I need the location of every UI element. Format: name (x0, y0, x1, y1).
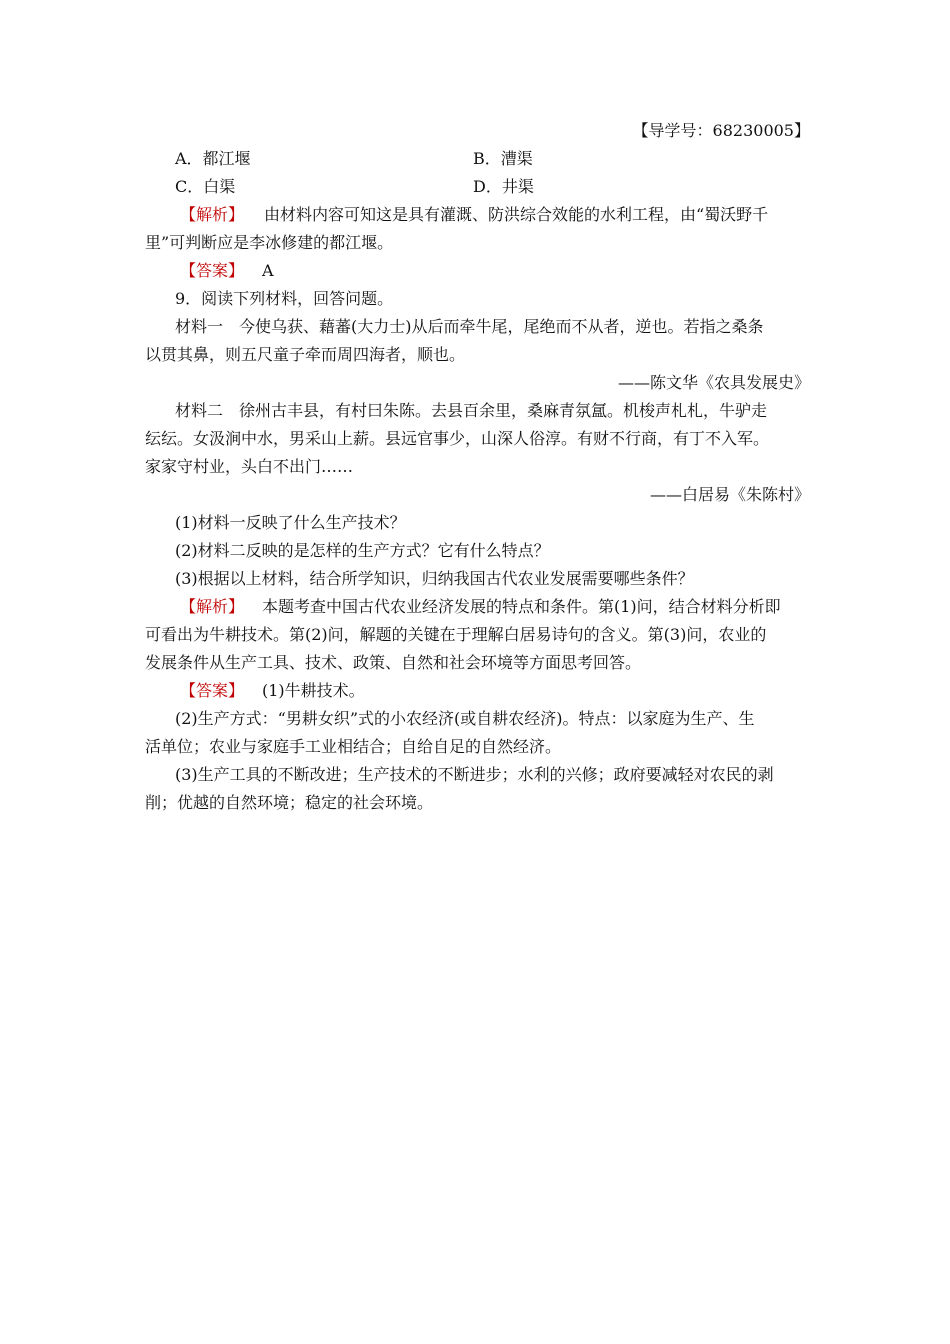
q9-material-1-source: ——陈文华《农具发展史》 (617, 373, 810, 392)
q9-analysis-line: 发展条件从生产工具、技术、政策、自然和社会环境等方面思考回答。 (145, 653, 642, 672)
q8-analysis-line: 由材料内容可知这是具有灌溉、防洪综合效能的水利工程，由“蜀沃野千 (264, 205, 769, 224)
q9-subquestion-1: (1)材料一反映了什么生产技术？ (175, 513, 406, 532)
option-d: D．井渠 (473, 177, 534, 196)
q8-answer: A (262, 261, 274, 280)
q9-analysis-tag: 【解析】 (180, 597, 245, 616)
q9-analysis-line: 本题考查中国古代农业经济发展的特点和条件。第(1)问，结合材料分析即 (262, 597, 781, 616)
q9-answer-3-line: 削；优越的自然环境；稳定的社会环境。 (145, 793, 434, 812)
q8-analysis-line: 里”可判断应是李冰修建的都江堰。 (145, 233, 394, 252)
q9-stem: 9．阅读下列材料，回答问题。 (175, 289, 394, 308)
q9-material-1-line: 以贯其鼻，则五尺童子牵而周四海者，顺也。 (145, 345, 466, 364)
q9-answer-3-line: (3)生产工具的不断改进；生产技术的不断进步；水利的兴修；政府要减轻对农民的剥 (175, 765, 774, 784)
guide-number: 【导学号：68230005】 (632, 121, 810, 140)
q8-answer-tag: 【答案】 (180, 261, 245, 280)
q9-analysis-line: 可看出为牛耕技术。第(2)问，解题的关键在于理解白居易诗句的含义。第(3)问，农业的 (145, 625, 767, 644)
q9-subquestion-2: (2)材料二反映的是怎样的生产方式？它有什么特点？ (175, 541, 550, 560)
option-c: C．白渠 (175, 177, 236, 196)
q9-material-2-source: ——白居易《朱陈村》 (649, 485, 810, 504)
q9-answer-tag: 【答案】 (180, 681, 245, 700)
q9-material-2-line: 材料二 徐州古丰县，有村曰朱陈。去县百余里，桑麻青氛氲。机梭声札札，牛驴走 (175, 401, 768, 420)
q9-material-1-line: 材料一 今使乌获、藉蕃(大力士)从后而牵牛尾，尾绝而不从者，逆也。若指之桑条 (175, 317, 764, 336)
q8-analysis-tag: 【解析】 (180, 205, 245, 224)
q9-material-2-line: 纭纭。女汲涧中水，男采山上薪。县远官事少，山深人俗淳。有财不行商，有丁不入军。 (145, 429, 770, 448)
q9-answer-2-line: (2)生产方式：“男耕女织”式的小农经济(或自耕农经济)。特点：以家庭为生产、生 (175, 709, 755, 728)
q9-answer-1: (1)牛耕技术。 (262, 681, 365, 700)
q9-material-2-line: 家家守村业，头白不出门…… (145, 457, 354, 476)
q9-answer-2-line: 活单位；农业与家庭手工业相结合；自给自足的自然经济。 (145, 737, 562, 756)
option-b: B．漕渠 (473, 149, 533, 168)
option-a: A．都江堰 (175, 149, 251, 168)
q9-subquestion-3: (3)根据以上材料，结合所学知识，归纳我国古代农业发展需要哪些条件？ (175, 569, 694, 588)
